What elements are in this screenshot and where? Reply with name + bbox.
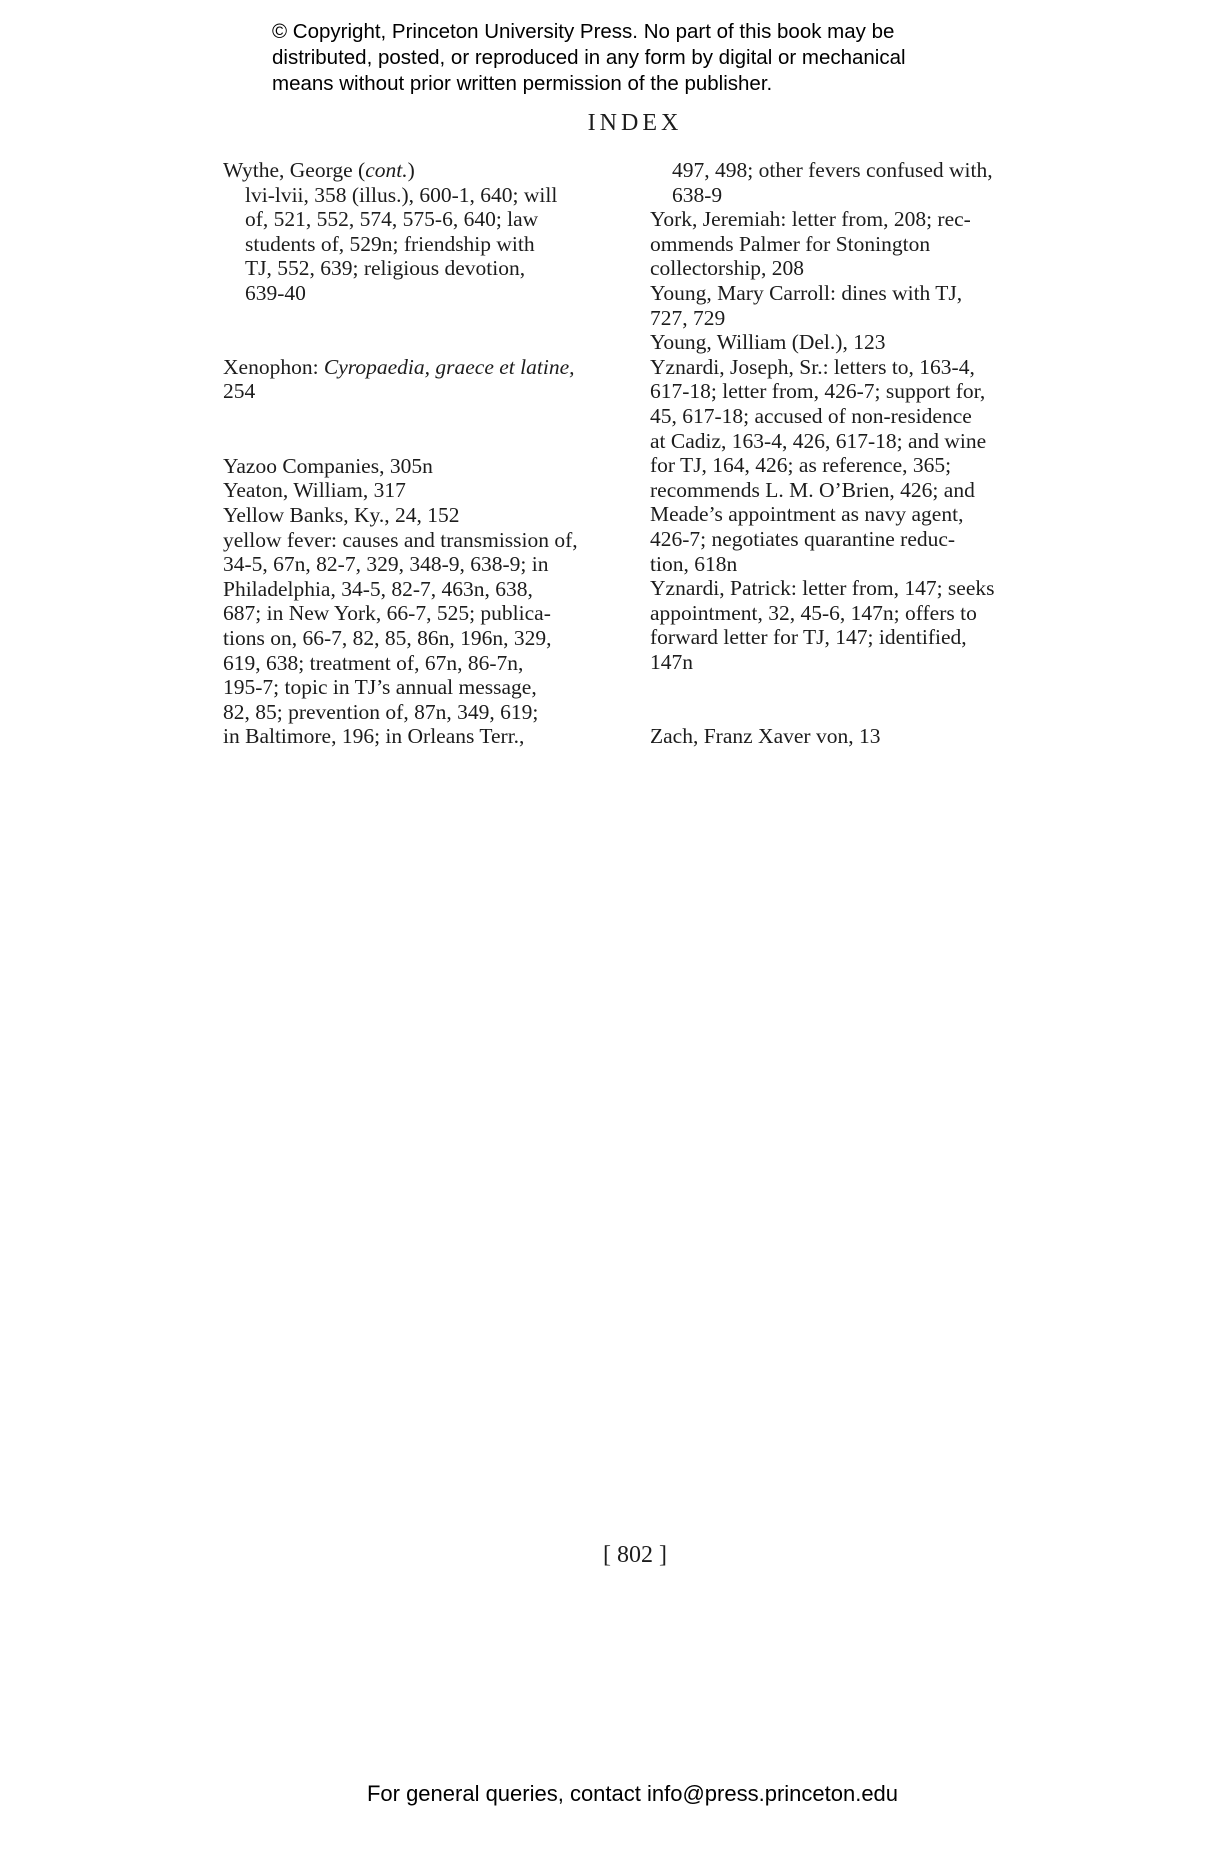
continued-marker: cont.: [365, 158, 408, 182]
entry-line: 426-7; negotiates quarantine reduc-: [650, 526, 956, 551]
entry-line: tion, 618n: [650, 551, 738, 576]
entry-line: 497, 498; other fevers confused with,: [672, 158, 993, 182]
footer-contact: For general queries, contact info@press.princeton.edu: [366, 1781, 899, 1806]
entry-line: appointment, 32, 45-6, 147n; offers to: [650, 600, 977, 625]
index-entry-wythe: [223, 158, 623, 183]
entry-line: recommends L. M. O’Brien, 426; and: [650, 477, 975, 502]
running-head: INDEX: [587, 110, 683, 136]
entry-line: York, Jeremiah: letter from, 208; rec-: [650, 207, 971, 232]
index-entry-yellow-fever: [223, 528, 623, 749]
copyright-line: distributed, posted, or reproduced in any form by digital or mechanical: [272, 46, 906, 69]
entry-line: 617-18; letter from, 426-7; support for,: [650, 379, 986, 404]
entry-paren: ): [407, 158, 415, 182]
entry-heading: [223, 354, 623, 380]
entry-line: Young, William (Del.), 123: [650, 330, 886, 355]
page-number: [ 802 ]: [603, 1542, 667, 1568]
entry-line: TJ, 552, 639; religious devotion,: [245, 256, 526, 281]
entry-line: at Cadiz, 163-4, 426, 617-18; and wine: [650, 428, 987, 453]
index-entry-york: [650, 207, 1060, 281]
entry-line: Young, Mary Carroll: dines with TJ,: [650, 280, 963, 305]
entry-line: Yellow Banks, Ky., 24, 152: [223, 502, 460, 527]
index-column-left: [223, 158, 623, 749]
index-entry-yellow-fever-continued: [650, 158, 1060, 207]
index-entry-wythe-subentries: [223, 183, 623, 306]
entry-line: Meade’s appointment as navy agent,: [650, 502, 964, 527]
entry-line: yellow fever: causes and transmission of,: [223, 527, 578, 552]
entry-line: Zach, Franz Xaver von, 13: [650, 724, 881, 749]
index-entry-young-mary: [650, 281, 1060, 330]
entry-line: 34-5, 67n, 82-7, 329, 348-9, 638-9; in: [223, 552, 549, 577]
entry-line: 254: [223, 379, 256, 404]
entry-line: 638-9: [672, 182, 723, 207]
entry-line: Yeaton, William, 317: [223, 478, 406, 503]
index-entry-yeaton: [223, 478, 623, 503]
entry-name: Wythe, George (: [223, 158, 366, 182]
entry-line: tions on, 66-7, 82, 85, 86n, 196n, 329,: [223, 625, 552, 650]
copyright-line: © Copyright, Princeton University Press. No part of this book may be: [272, 20, 895, 43]
entry-line: for TJ, 164, 426; as reference, 365;: [650, 453, 952, 478]
index-entry-yazoo: [223, 454, 623, 479]
entry-line: 45, 617-18; accused of non-residence: [650, 403, 972, 428]
entry-line: 639-40: [245, 280, 306, 305]
entry-line: Yazoo Companies, 305n: [223, 453, 433, 478]
copyright-notice: [272, 19, 1032, 97]
entry-line: 687; in New York, 66-7, 525; publica-: [223, 601, 551, 626]
entry-line: 147n: [650, 649, 693, 674]
index-entry-yellow-banks: [223, 503, 623, 528]
index-entry-yznardi-patrick: [650, 576, 1060, 674]
entry-line: Yznardi, Patrick: letter from, 147; seeks: [650, 576, 995, 601]
entry-line: 727, 729: [650, 305, 726, 330]
entry-line: forward letter for TJ, 147; identified,: [650, 625, 967, 650]
entry-line: 195-7; topic in TJ’s annual message,: [223, 675, 537, 700]
entry-line: 82, 85; prevention of, 87n, 349, 619;: [223, 699, 539, 724]
index-column-right: [650, 158, 1060, 749]
index-entry-xenophon: [223, 355, 623, 404]
entry-line: 619, 638; treatment of, 67n, 86-7n,: [223, 650, 524, 675]
index-entry-young-william: [650, 330, 1060, 355]
letter-group-gap: [223, 306, 623, 355]
copyright-line: means without prior written permission of the publisher.: [272, 72, 773, 95]
work-title: Cyropaedia, graece et latine,: [323, 354, 575, 379]
entry-line: in Baltimore, 196; in Orleans Terr.,: [223, 724, 525, 749]
entry-line: ommends Palmer for Stonington: [650, 231, 931, 256]
entry-line: Yznardi, Joseph, Sr.: letters to, 163-4,: [650, 354, 975, 379]
letter-group-gap: [650, 674, 1060, 724]
entry-line: collectorship, 208: [650, 256, 805, 281]
entry-heading: [223, 158, 623, 183]
entry-line: lvi-lvii, 358 (illus.), 600-1, 640; will: [245, 182, 558, 207]
index-entry-zach: [650, 724, 1060, 749]
entry-name: Xenophon:: [223, 354, 324, 379]
letter-group-gap: [223, 404, 623, 454]
entry-line: of, 521, 552, 574, 575-6, 640; law: [245, 207, 539, 232]
index-entry-yznardi-joseph: [650, 355, 1060, 576]
entry-line: Philadelphia, 34-5, 82-7, 463n, 638,: [223, 576, 533, 601]
entry-line: students of, 529n; friendship with: [245, 231, 535, 256]
